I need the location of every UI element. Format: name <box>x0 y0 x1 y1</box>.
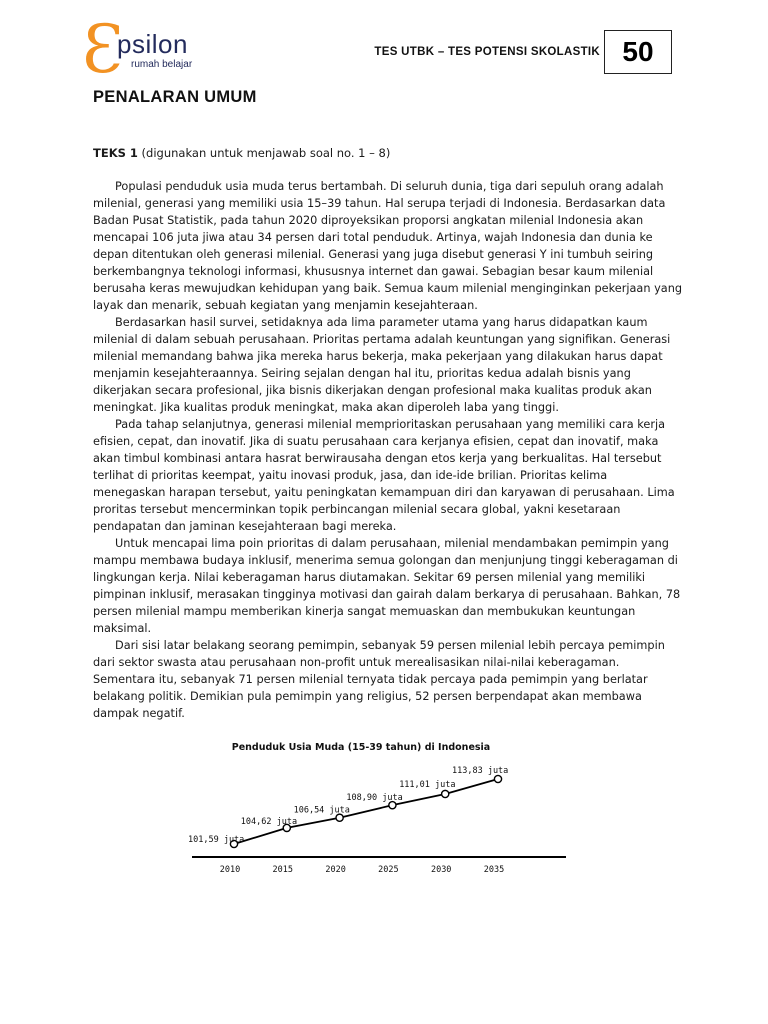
page-number: 50 <box>622 36 654 67</box>
data-label: 106,54 juta <box>293 805 350 816</box>
page-number-box <box>604 30 672 74</box>
paragraph-3: Pada tahap selanjutnya, generasi milenial memprioritaskan perusahaan yang memiliki cara kerja efisien, cepat, dan inovatif. Jika di suatu perusahaan cara kerjanya efisien, cepat dan inovatif, maka akan timbul kombinasi antara hasrat berwirausaha dengan etos kerja yang berkualitas. Hal tersebut terlihat di prioritas keempat, yaitu inovasi produk, jasa, dan ide-ide brilian. Prioritas kelima menegaskan harapan tersebut, yaitu peningkatan kemampuan diri dan karyawan di perusahaan. Lima proritas tersebut mencerminkan topik perbincangan milenial secara global, yakni kesetaraan pendapatan dan jaminan kesejahteraan bagi mereka. <box>93 418 675 533</box>
paragraph-5: Dari sisi latar belakang seorang pemimpin, sebanyak 59 persen milenial lebih percaya pemimpin dari sektor swasta atau perusahaan non-profit untuk merealisasikan nilai-nilai keberagaman. Sementara itu, sebanyak 71 persen milenial ternyata tidak percaya pada pemimpin yang berlatar belakang politik. Demikian pula pemimpin yang religius, 52 persen berpendapat akan membawa dampak negatif. <box>93 639 665 720</box>
logo-subtitle: rumah belajar <box>131 59 193 70</box>
x-tick-label: 2020 <box>325 865 346 875</box>
data-label: 113,83 juta <box>452 766 509 776</box>
x-tick-label: 2015 <box>272 865 294 875</box>
population-chart <box>180 736 580 882</box>
text-heading <box>93 145 390 161</box>
series-line <box>234 779 498 844</box>
x-tick-label: 2010 <box>219 865 241 875</box>
paragraph-1: Populasi penduduk usia muda terus bertambah. Di seluruh dunia, tiga dari sepuluh orang adalah milenial, generasi yang memiliki usia 15–39 tahun. Hal serupa terjadi di Indonesia. Berdasarkan data Badan Pusat Statistik, pada tahun 2020 diproyeksikan proporsi angkatan milenial Indonesia akan mencapai 106 juta jiwa atau 34 persen dari total penduduk. Artinya, wajah Indonesia dan dunia ke depan ditentukan oleh generasi milenial. Generasi yang juga disebut generasi Y ini tumbuh seiring berkembangnya teknologi informasi, khususnya internet dan gawai. Sebagian besar kaum milenial berusaha keras mewujudkan kehidupan yang baik. Semua kaum milenial menginginkan pekerjaan yang layak dan menarik, sebuah kegiatan yang menjamin kesejahteraan. <box>93 180 683 312</box>
test-title: TES UTBK – TES POTENSI SKOLASTIK <box>374 46 600 58</box>
text-note: (digunakan untuk menjawab soal no. 1 – 8) <box>137 146 391 160</box>
section-title: PENALARAN UMUM <box>93 88 257 106</box>
epsilon-logo <box>82 11 204 88</box>
reading-passage <box>93 178 683 722</box>
data-label: 101,59 juta <box>188 835 245 845</box>
logo-wordmark: psilon <box>117 29 188 59</box>
paragraph-2: Berdasarkan hasil survei, setidaknya ada lima parameter utama yang harus didapatkan kaum milenial di dalam sebuah perusahaan. Prioritas pertama adalah keuntungan yang signifikan. Generasi milenial memandang bahwa jika mereka harus bekerja, maka pekerjaan yang dilakukan harus dapat menjamin kesejahteraannya. Seiring sejalan dengan hal itu, prioritas kedua adalah bisnis yang dikerjakan secara profesional, jika bisnis dikerjakan dengan profesional maka kualitas produk akan meningkat. Jika kualitas produk meningkat, maka akan diperoleh laba yang tinggi. <box>93 316 671 414</box>
data-point <box>442 790 449 797</box>
data-label: 111,01 juta <box>399 779 456 790</box>
data-label: 108,90 juta <box>346 793 403 804</box>
data-point <box>494 775 501 782</box>
x-tick-label: 2035 <box>483 865 505 875</box>
paragraph-4: Untuk mencapai lima poin prioritas di dalam perusahaan, milenial mendambakan pemimpin yang mampu membawa budaya inklusif, menerima semua golongan dan menjunjung tinggi keberagaman di lingkungan kerja. Nilai keberagaman harus diutamakan. Sekitar 69 persen milenial yang memiliki pimpinan inklusif, merasakan tingginya motivasi dan gairah dalam berkarya di perusahaan. Bahkan, 78 persen milenial mampu memberikan kinerja sangat memuaskan dan membukukan keuntungan maksimal. <box>93 537 681 635</box>
data-label: 104,62 juta <box>240 816 298 827</box>
population-line-chart <box>180 736 580 882</box>
x-tick-label: 2025 <box>378 865 399 875</box>
x-tick-label: 2030 <box>430 865 452 875</box>
chart-title: Penduduk Usia Muda (15-39 tahun) di Indonesia <box>231 742 491 753</box>
text-label: TEKS 1 <box>93 146 138 160</box>
logo-epsilon-mark: Ɛ <box>82 11 124 88</box>
